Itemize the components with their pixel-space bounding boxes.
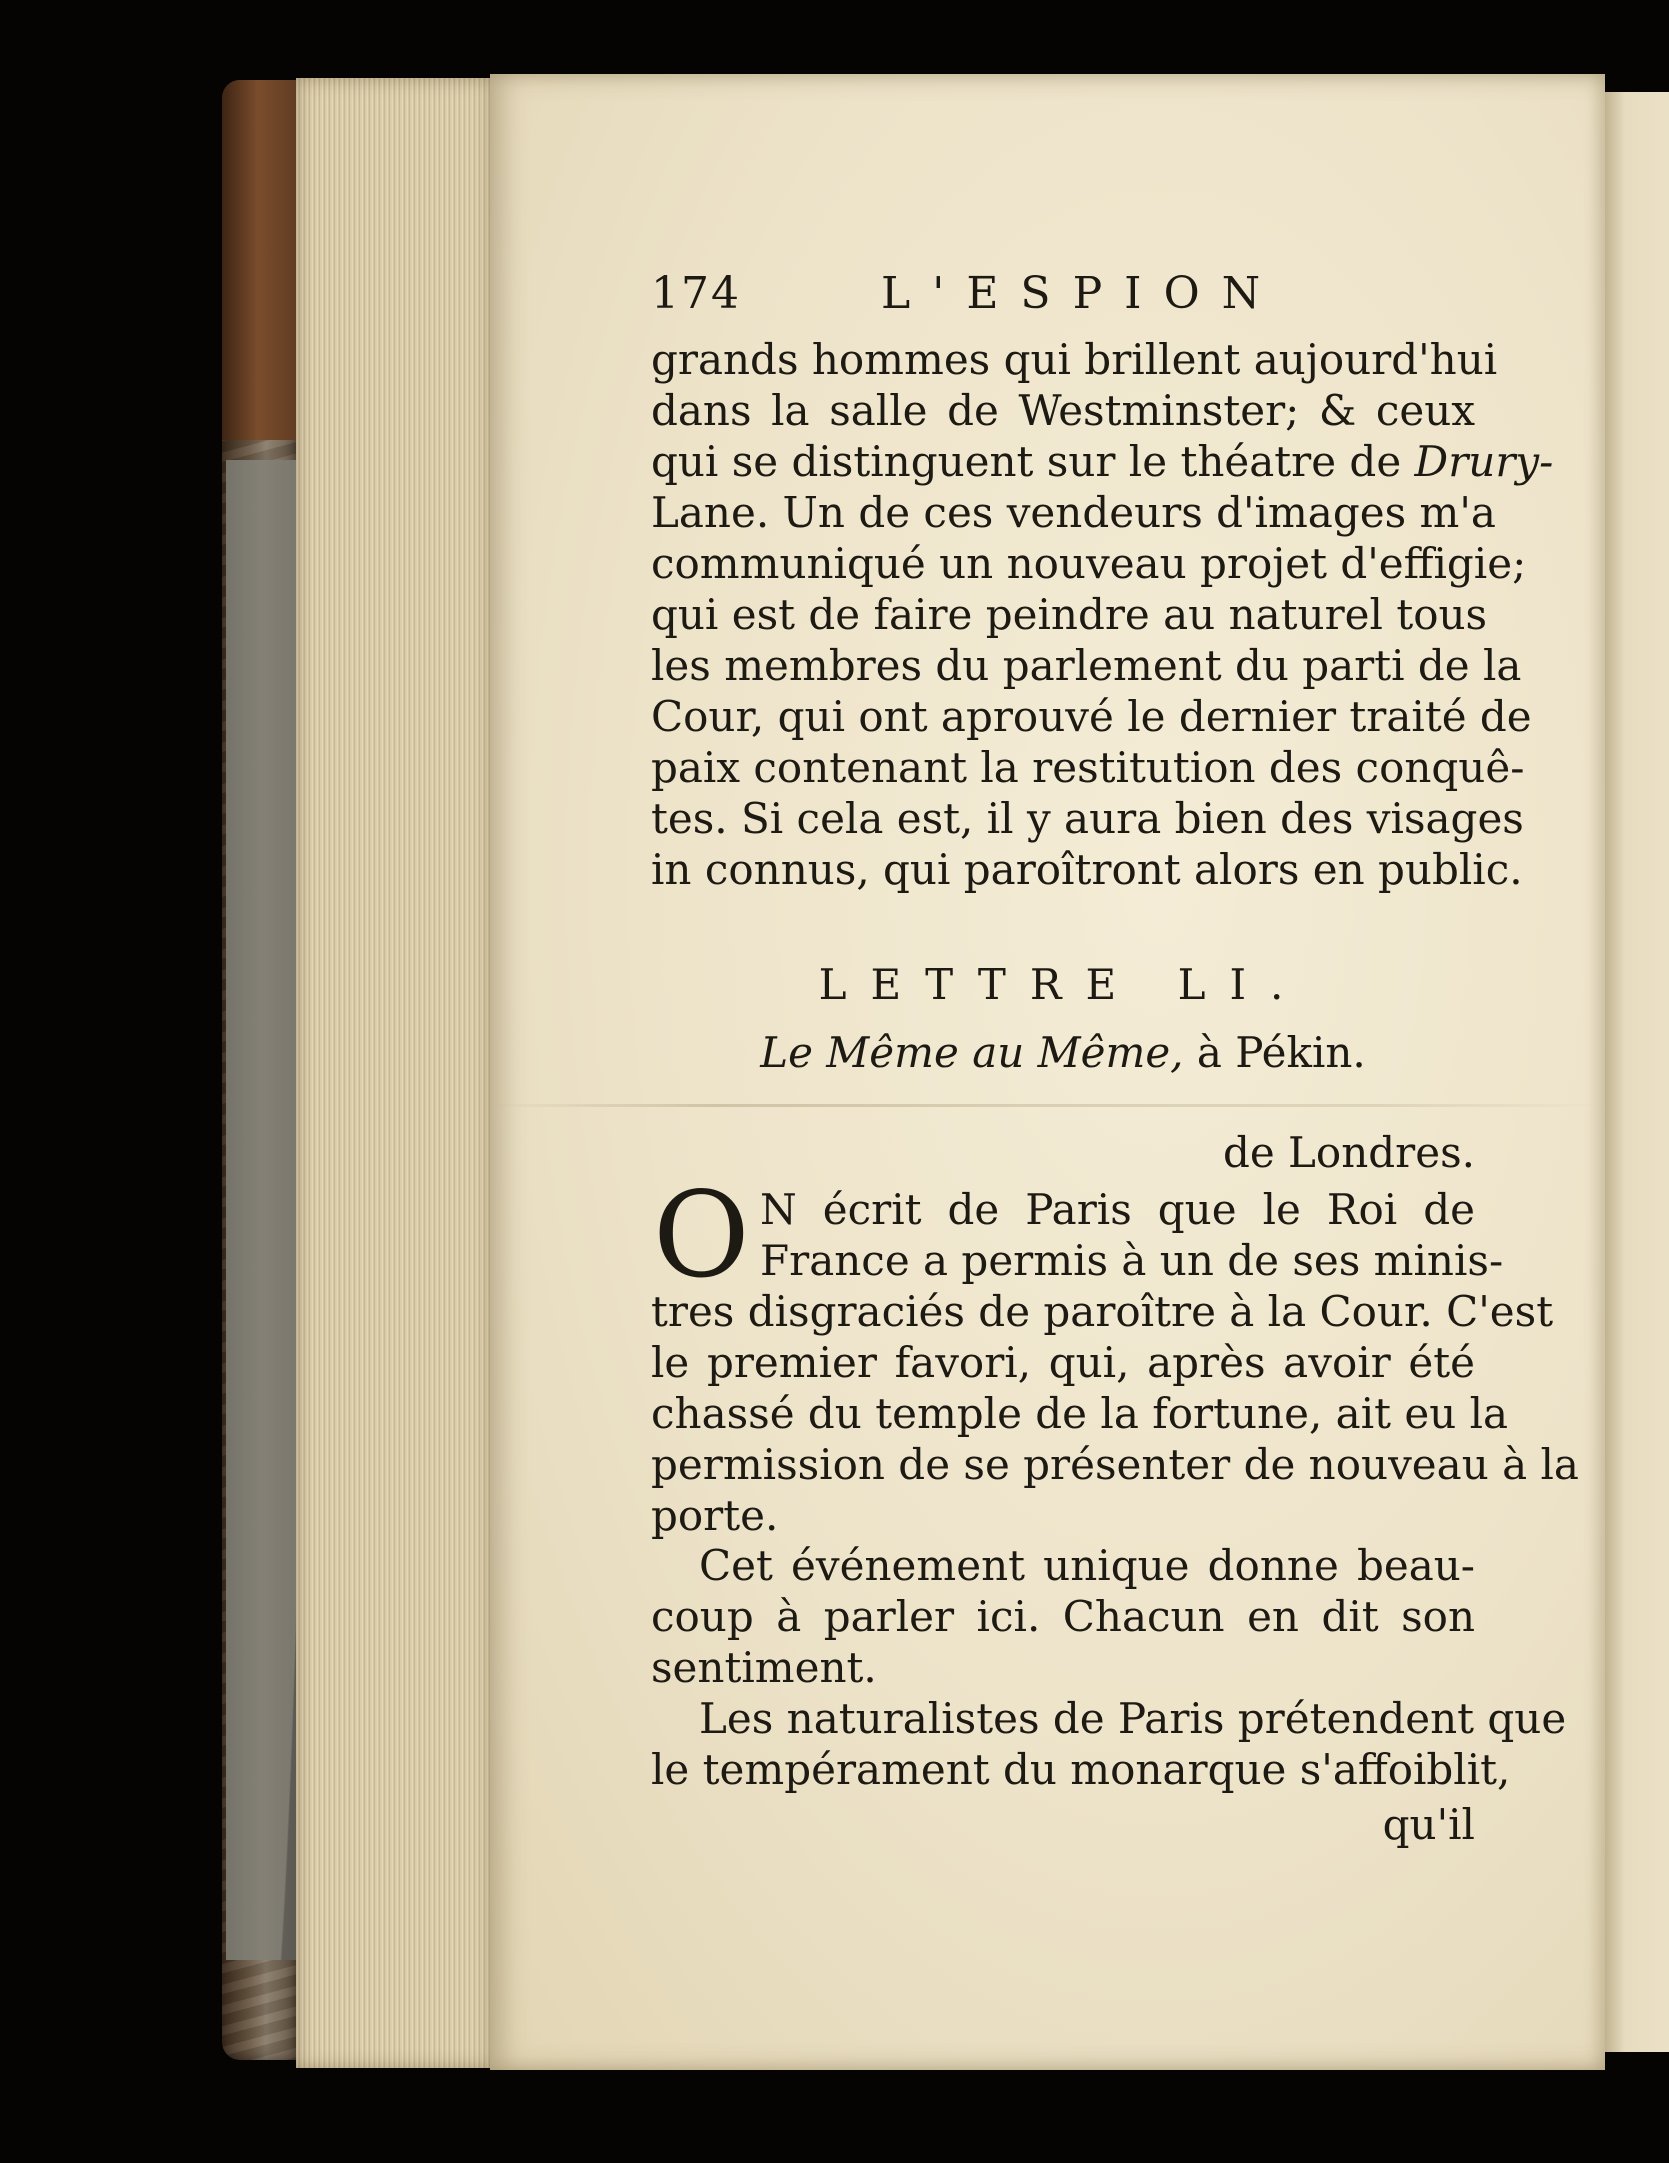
text-line: le premier favori, qui, après avoir été xyxy=(651,1338,1475,1387)
text-line: N écrit de Paris que le Roi de xyxy=(760,1185,1475,1234)
text-line: Cet événement unique donne beau- xyxy=(699,1541,1475,1590)
text-line: paix contenant la restitution des conquê- xyxy=(651,743,1525,792)
paragraph-3 xyxy=(651,1540,1475,1693)
running-title: L'ESPION xyxy=(881,268,1283,319)
paragraph-4 xyxy=(651,1693,1567,1795)
text-line: communiqué un nouveau projet d'effigie; xyxy=(651,539,1527,588)
text-line: qui est de faire peindre au naturel tous xyxy=(651,590,1488,639)
text-line: permission de se présenter de nouveau à la xyxy=(651,1440,1579,1489)
text-line: chassé du temple de la fortune, ait eu la xyxy=(651,1389,1509,1438)
text-line: Lane. Un de ces vendeurs d'images m'a xyxy=(651,488,1496,537)
text-line: tes. Si cela est, il y aura bien des visages xyxy=(651,794,1524,843)
page-edges xyxy=(296,78,492,2068)
text-line: les membres du parlement du parti de la xyxy=(651,641,1522,690)
letter-heading: LETTRE LI. xyxy=(818,960,1308,1009)
text-line: porte. xyxy=(651,1491,779,1540)
paragraph-2 xyxy=(651,1286,1579,1541)
text-line: France a permis à un de ses minis- xyxy=(760,1236,1504,1285)
paragraph-1 xyxy=(651,334,1554,895)
subheading-place: à Pékin. xyxy=(1183,1028,1366,1077)
text-line: le tempérament du monarque s'affoiblit, xyxy=(651,1745,1511,1794)
running-head xyxy=(651,268,1481,328)
text-line: Les naturalistes de Paris prétendent que xyxy=(699,1694,1567,1743)
italic-place-name: Drury- xyxy=(1414,437,1554,486)
text-line: dans la salle de Westminster; & ceux xyxy=(651,386,1475,435)
text-line xyxy=(651,436,1554,487)
catchword: qu'il xyxy=(1382,1800,1475,1849)
text-line: coup à parler ici. Chacun en dit son xyxy=(651,1592,1475,1641)
page-number: 174 xyxy=(651,268,741,319)
text-line: sentiment. xyxy=(651,1643,877,1692)
text-line-start: qui se distinguent sur le théatre de xyxy=(651,437,1415,486)
drop-cap: O xyxy=(653,1166,750,1304)
text-line: grands hommes qui brillent aujourd'hui xyxy=(651,335,1498,384)
dropcap-lines xyxy=(760,1184,1504,1286)
spine-leather xyxy=(222,80,302,440)
text-line: Cour, qui ont aprouvé le dernier traité de xyxy=(651,692,1532,741)
letter-place: de Londres. xyxy=(1222,1128,1475,1177)
text-line: in connus, qui paroîtront alors en public. xyxy=(651,845,1523,894)
text-line: tres disgraciés de paroître à la Cour. C'est xyxy=(651,1287,1554,1336)
page-fold-line xyxy=(490,1104,1605,1107)
spine-marbled-board xyxy=(226,460,298,1960)
facing-page-edge xyxy=(1598,92,1669,2052)
subheading-italic: Le Même au Même, xyxy=(760,1028,1184,1077)
letter-subheading xyxy=(651,1028,1475,1077)
